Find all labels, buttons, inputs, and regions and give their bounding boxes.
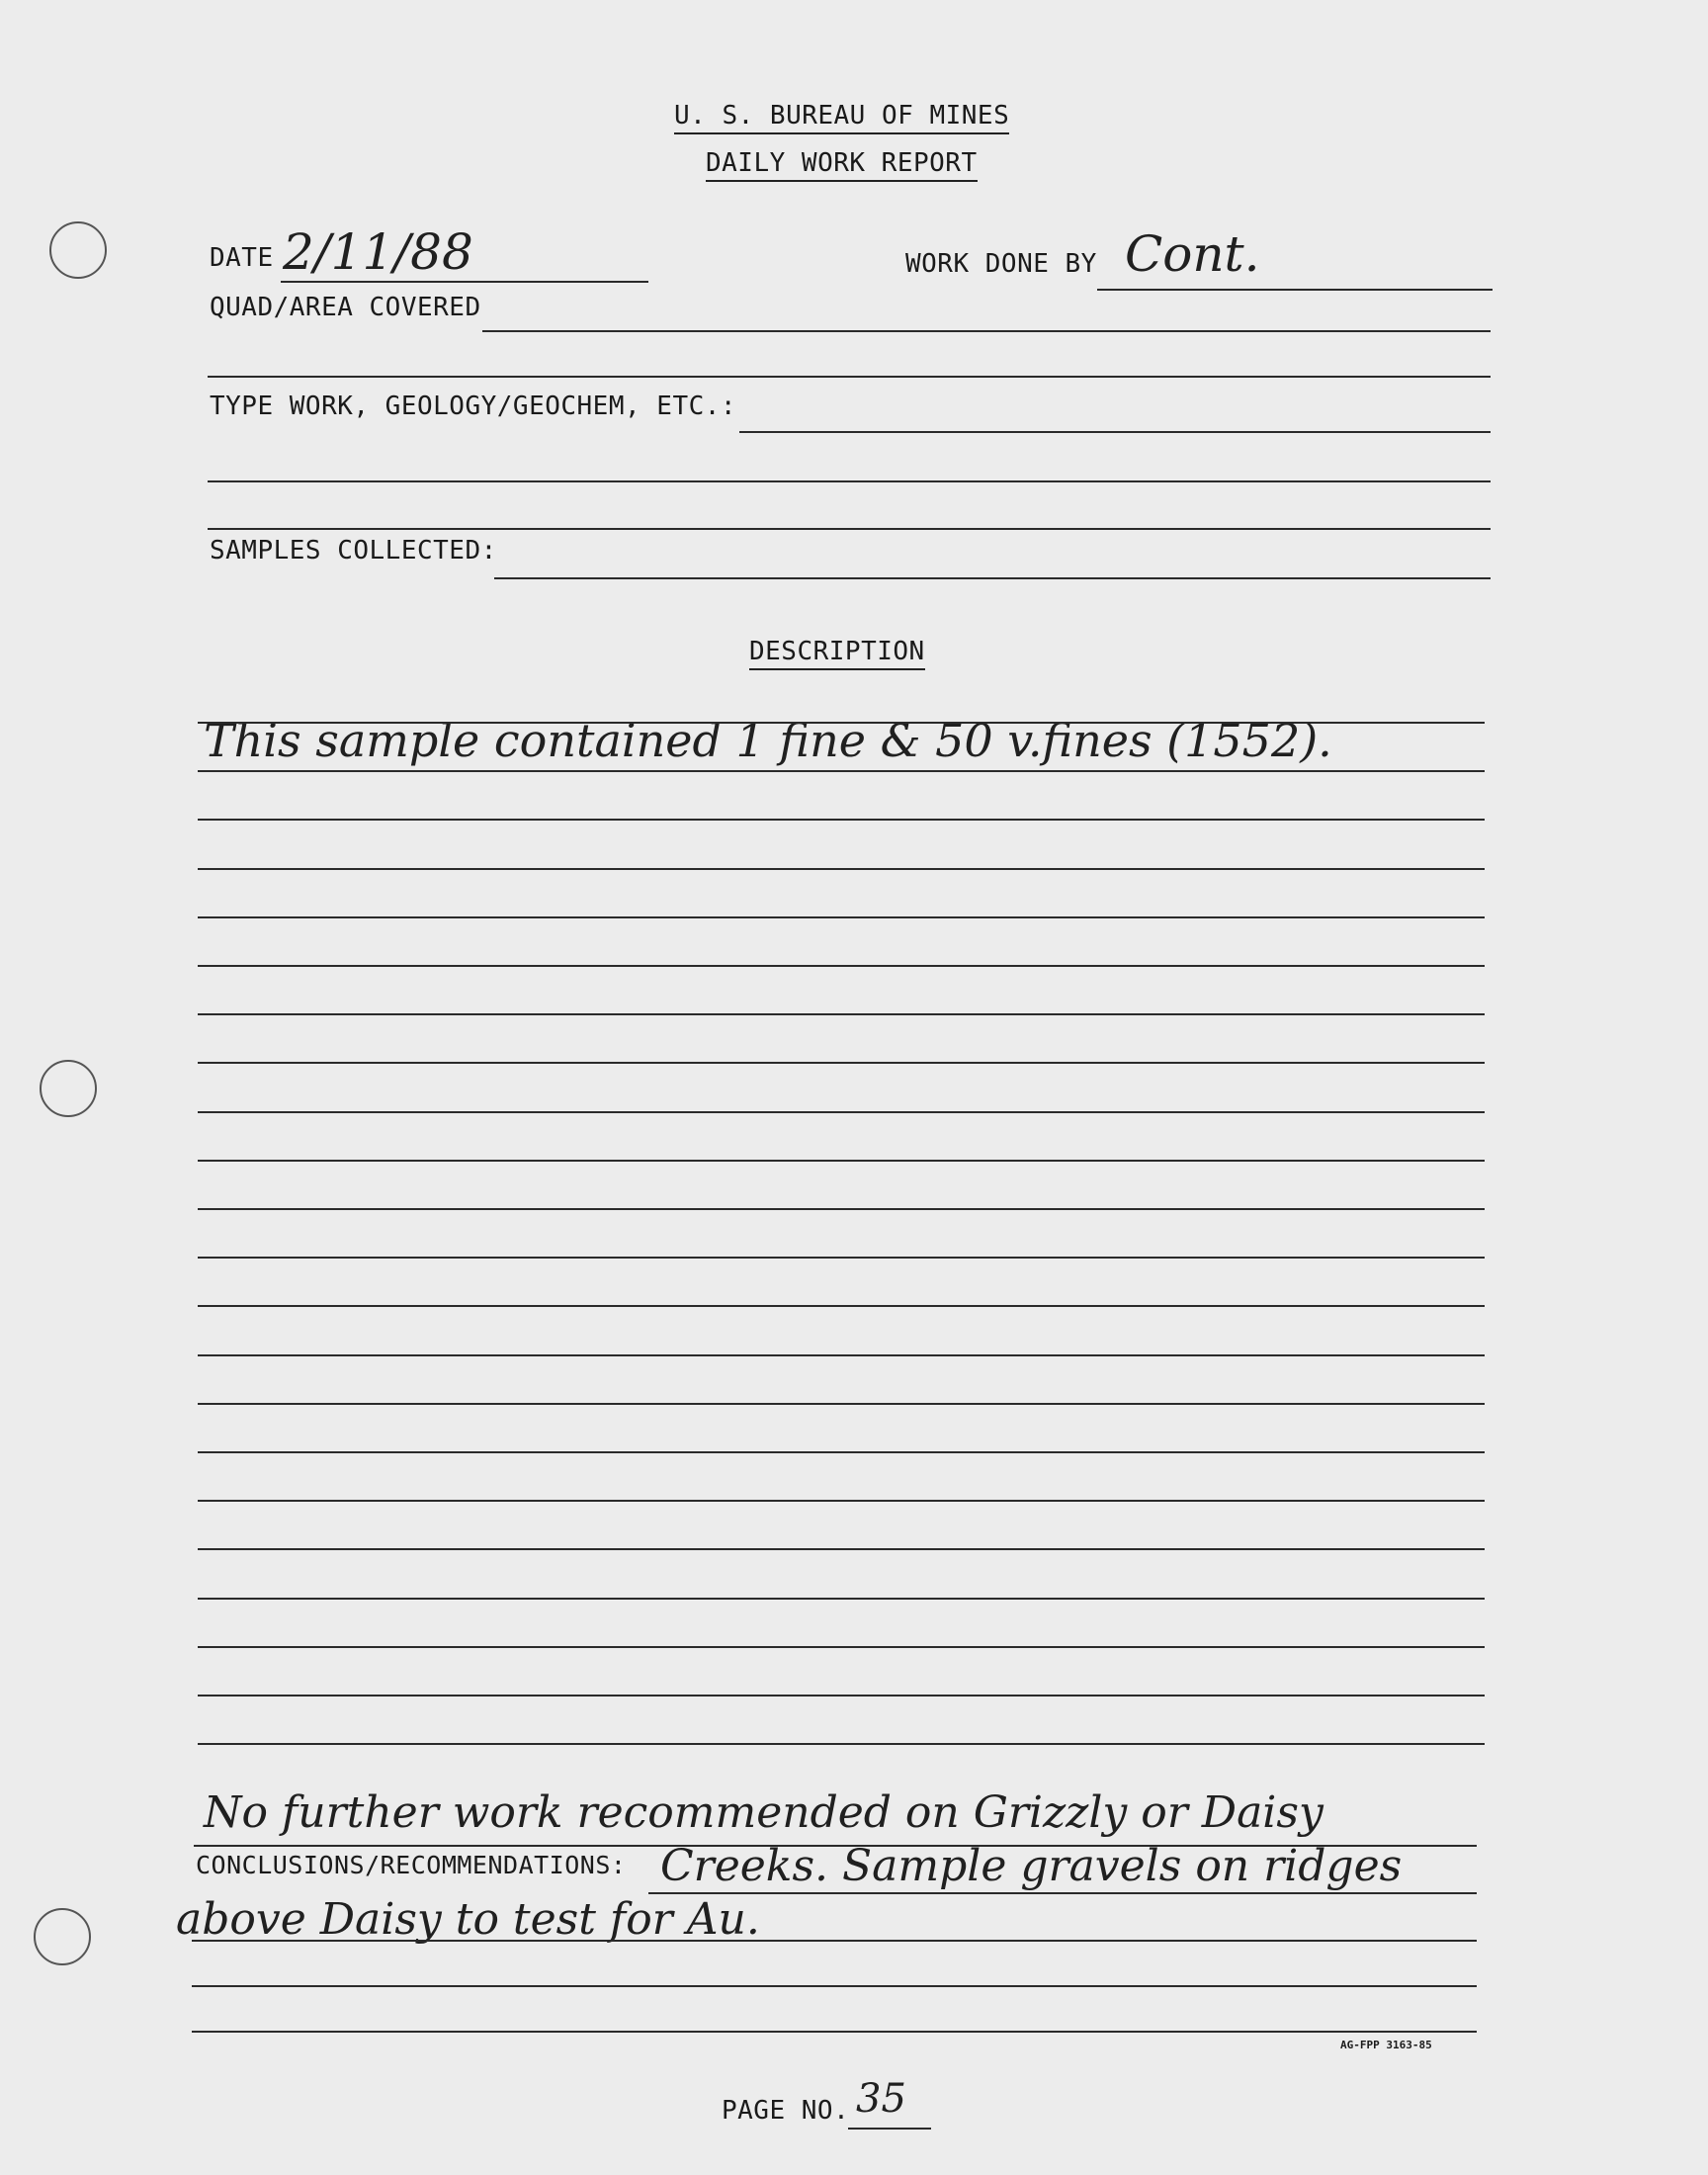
description-rule xyxy=(198,1013,1485,1015)
date-value[interactable]: 2/11/88 xyxy=(283,223,473,281)
conclusions-rule-2 xyxy=(648,1892,1477,1894)
page-number-value[interactable]: 35 xyxy=(856,2076,906,2122)
description-rule xyxy=(198,916,1485,918)
type-work-line-3 xyxy=(208,528,1491,530)
quad-area-label: QUAD/AREA COVERED xyxy=(210,293,481,322)
work-done-by-label: WORK DONE BY xyxy=(905,249,1097,279)
conclusions-label: CONCLUSIONS/RECOMMENDATIONS: xyxy=(196,1851,627,1879)
page-number-label: PAGE NO. xyxy=(722,2096,850,2126)
work-done-by-line xyxy=(1097,289,1493,291)
description-rule xyxy=(198,1451,1485,1453)
type-work-line-2 xyxy=(208,480,1491,482)
description-rule xyxy=(198,770,1485,772)
conclusions-line-1[interactable]: No further work recommended on Grizzly or Daisy xyxy=(204,1787,1324,1838)
page-number-line xyxy=(848,2128,931,2130)
description-rule xyxy=(198,1598,1485,1600)
form-code: AG-FPP 3163-85 xyxy=(1340,2039,1432,2051)
description-text[interactable]: This sample contained 1 fine & 50 v.fines (1552). xyxy=(204,714,1332,767)
description-rule xyxy=(198,1695,1485,1696)
description-rule xyxy=(198,1160,1485,1162)
conclusions-line-2[interactable]: Creeks. Sample gravels on ridges xyxy=(660,1841,1403,1891)
conclusions-rule-5 xyxy=(192,2031,1477,2033)
description-rule xyxy=(198,1305,1485,1307)
conclusions-line-3[interactable]: above Daisy to test for Au. xyxy=(176,1894,760,1945)
binder-hole-bottom xyxy=(34,1908,91,1965)
description-heading: DESCRIPTION xyxy=(749,637,925,670)
samples-collected-label: SAMPLES COLLECTED: xyxy=(210,536,497,566)
description-rule xyxy=(198,1257,1485,1259)
description-rule xyxy=(198,1111,1485,1113)
description-rule xyxy=(198,722,1485,724)
description-rule xyxy=(198,819,1485,821)
report-title: DAILY WORK REPORT xyxy=(706,148,978,182)
description-rule xyxy=(198,1062,1485,1064)
description-rule xyxy=(198,1500,1485,1502)
description-rule xyxy=(198,1354,1485,1356)
date-label: DATE xyxy=(210,243,274,273)
description-rule xyxy=(198,1403,1485,1405)
binder-hole-top xyxy=(49,221,107,279)
conclusions-rule-4 xyxy=(192,1985,1477,1987)
quad-area-line-2 xyxy=(208,376,1491,378)
binder-hole-middle xyxy=(40,1060,97,1117)
agency-title: U. S. BUREAU OF MINES xyxy=(674,101,1009,134)
type-work-label: TYPE WORK, GEOLOGY/GEOCHEM, ETC.: xyxy=(210,392,737,421)
description-rule xyxy=(198,1548,1485,1550)
description-rule xyxy=(198,1208,1485,1210)
description-rule xyxy=(198,868,1485,870)
date-line xyxy=(281,281,648,283)
description-rule xyxy=(198,1646,1485,1648)
description-rule xyxy=(198,965,1485,967)
work-done-by-value[interactable]: Cont. xyxy=(1125,225,1260,283)
description-rule xyxy=(198,1743,1485,1745)
type-work-line-1 xyxy=(739,431,1491,433)
samples-collected-line xyxy=(494,577,1491,579)
conclusions-rule-3 xyxy=(192,1940,1477,1942)
quad-area-line-1 xyxy=(482,330,1491,332)
